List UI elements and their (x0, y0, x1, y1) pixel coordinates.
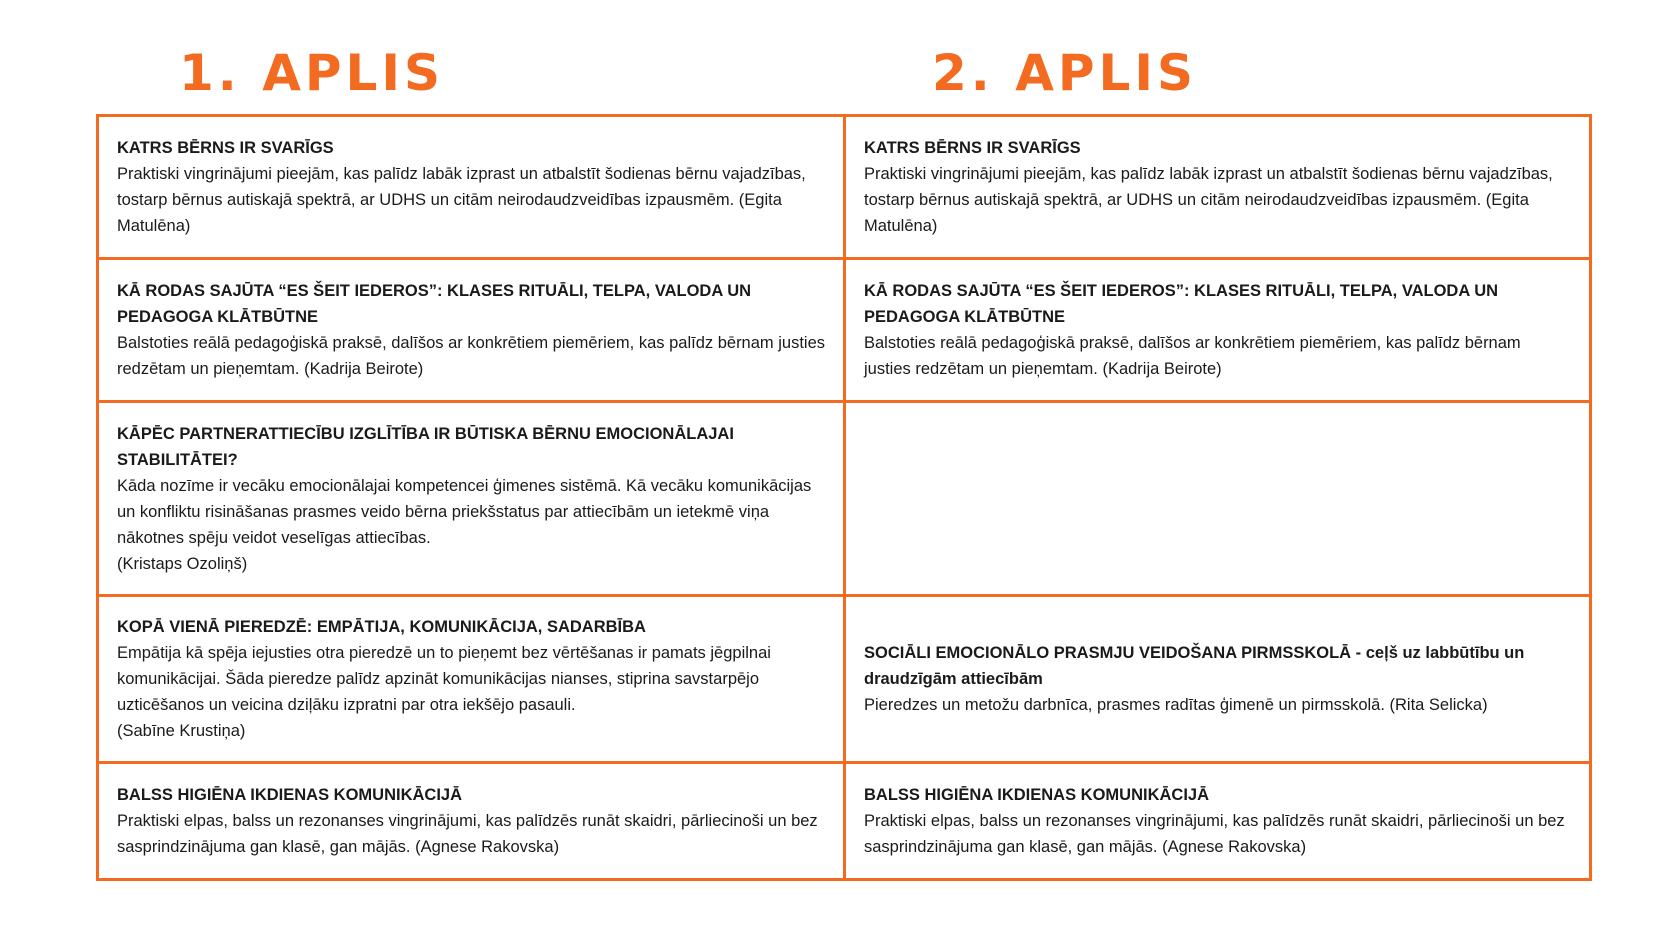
session-title: KATRS BĒRNS IR SVARĪGS (117, 139, 334, 157)
session-description: Praktiski vingrinājumi pieejām, kas palīdz labāk izprast un atbalstīt šodienas bērnu vajadzības, tostarp bērnus autiskajā spektrā, ar UDHS un citām neirodaudzveidības izpausmēm. (Egita Matulēna) (117, 165, 806, 235)
session-description: Praktiski elpas, balss un rezonanses vingrinājumi, kas palīdzēs runāt skaidri, pārliecinoši un bez sasprindzinājuma gan klasē, gan mājās. (Agnese Rakovska) (117, 812, 818, 856)
session-author: (Kristaps Ozoliņš) (117, 554, 248, 573)
table-row (98, 763, 1591, 880)
table-row (98, 116, 1591, 259)
session-title: KATRS BĒRNS IR SVARĪGS (864, 139, 1081, 157)
session-description: Praktiski vingrinājumi pieejām, kas palīdz labāk izprast un atbalstīt šodienas bērnu vajadzības, tostarp bērnus autiskajā spektrā, ar UDHS un citām neirodaudzveidības izpausmēm. (Egita Matulēna) (864, 165, 1553, 235)
session-description: Pieredzes un metožu darbnīca, prasmes radītas ģimenē un pirmsskolā. (Rita Selicka) (864, 696, 1488, 714)
session-cell-circle-1 (98, 763, 845, 880)
session-description: Praktiski elpas, balss un rezonanses vingrinājumi, kas palīdzēs runāt skaidri, pārliecinoši un bez sasprindzinājuma gan klasē, gan mājās. (Agnese Rakovska) (864, 812, 1565, 856)
session-title: KĀ RODAS SAJŪTA “ES ŠEIT IEDEROS”: KLASES RITUĀLI, TELPA, VALODA UN PEDAGOGA KLĀTBŪTNE (864, 282, 1499, 326)
session-cell-circle-2 (845, 596, 1591, 763)
session-description: Balstoties reālā pedagoģiskā praksē, dalīšos ar konkrētiem piemēriem, kas palīdz bērnam justies redzētam un pieņemtam. (Kadrija Beirote) (864, 334, 1521, 378)
session-title: KĀ RODAS SAJŪTA “ES ŠEIT IEDEROS”: KLASES RITUĀLI, TELPA, VALODA UN PEDAGOGA KLĀTBŪTNE (117, 282, 752, 326)
session-title: SOCIĀLI EMOCIONĀLO PRASMJU VEIDOŠANA PIRMSSKOLĀ - ceļš uz labbūtību un draudzīgām attiecībām (864, 644, 1525, 688)
table-row (98, 596, 1591, 763)
session-cell-circle-1 (98, 402, 845, 596)
table-row (98, 402, 1591, 596)
session-cell-circle-2 (845, 116, 1591, 259)
session-cell-circle-1 (98, 596, 845, 763)
session-description: Empātija kā spēja iejusties otra pieredzē un to pieņemt bez vērtēšanas ir pamats jēgpilnai komunikācijai. Šāda pieredze palīdz apzināt komunikācijas nianses, stiprina savstarpējo uzticēšanos un veicina dziļāku izpratni par otra iekšējo pasauli. (117, 644, 771, 714)
session-title: BALSS HIGIĒNA IKDIENAS KOMUNIKĀCIJĀ (864, 786, 1209, 804)
session-description: Balstoties reālā pedagoģiskā praksē, dalīšos ar konkrētiem piemēriem, kas palīdz bērnam justies redzētam un pieņemtam. (Kadrija Beirote) (117, 334, 826, 378)
empty-session-cell (845, 402, 1591, 596)
session-title: KĀPĒC PARTNERATTIECĪBU IZGLĪTĪBA IR BŪTISKA BĒRNU EMOCIONĀLAJAI STABILITĀTEI? (117, 424, 734, 469)
session-title: KOPĀ VIENĀ PIEREDZĒ: EMPĀTIJA, KOMUNIKĀCIJA, SADARBĪBA (117, 618, 646, 636)
schedule-table (96, 114, 1592, 881)
session-cell-circle-1 (98, 116, 845, 259)
session-author: (Sabīne Krustiņa) (117, 722, 246, 740)
session-cell-circle-2 (845, 259, 1591, 402)
heading-circle-1: 1. APLIS (179, 44, 445, 102)
table-row (98, 259, 1591, 402)
heading-circle-2: 2. APLIS (932, 44, 1198, 102)
session-title: BALSS HIGIĒNA IKDIENAS KOMUNIKĀCIJĀ (117, 786, 462, 804)
session-cell-circle-1 (98, 259, 845, 402)
session-description: Kāda nozīme ir vecāku emocionālajai kompetencei ģimenes sistēmā. Kā vecāku komunikācijas un konfliktu risināšanas prasmes veido bērna priekšstatus par attiecībām un ietekmē viņa nākotnes spēju veidot veselīgas attiecības. (117, 476, 812, 547)
session-cell-circle-2 (845, 763, 1591, 880)
